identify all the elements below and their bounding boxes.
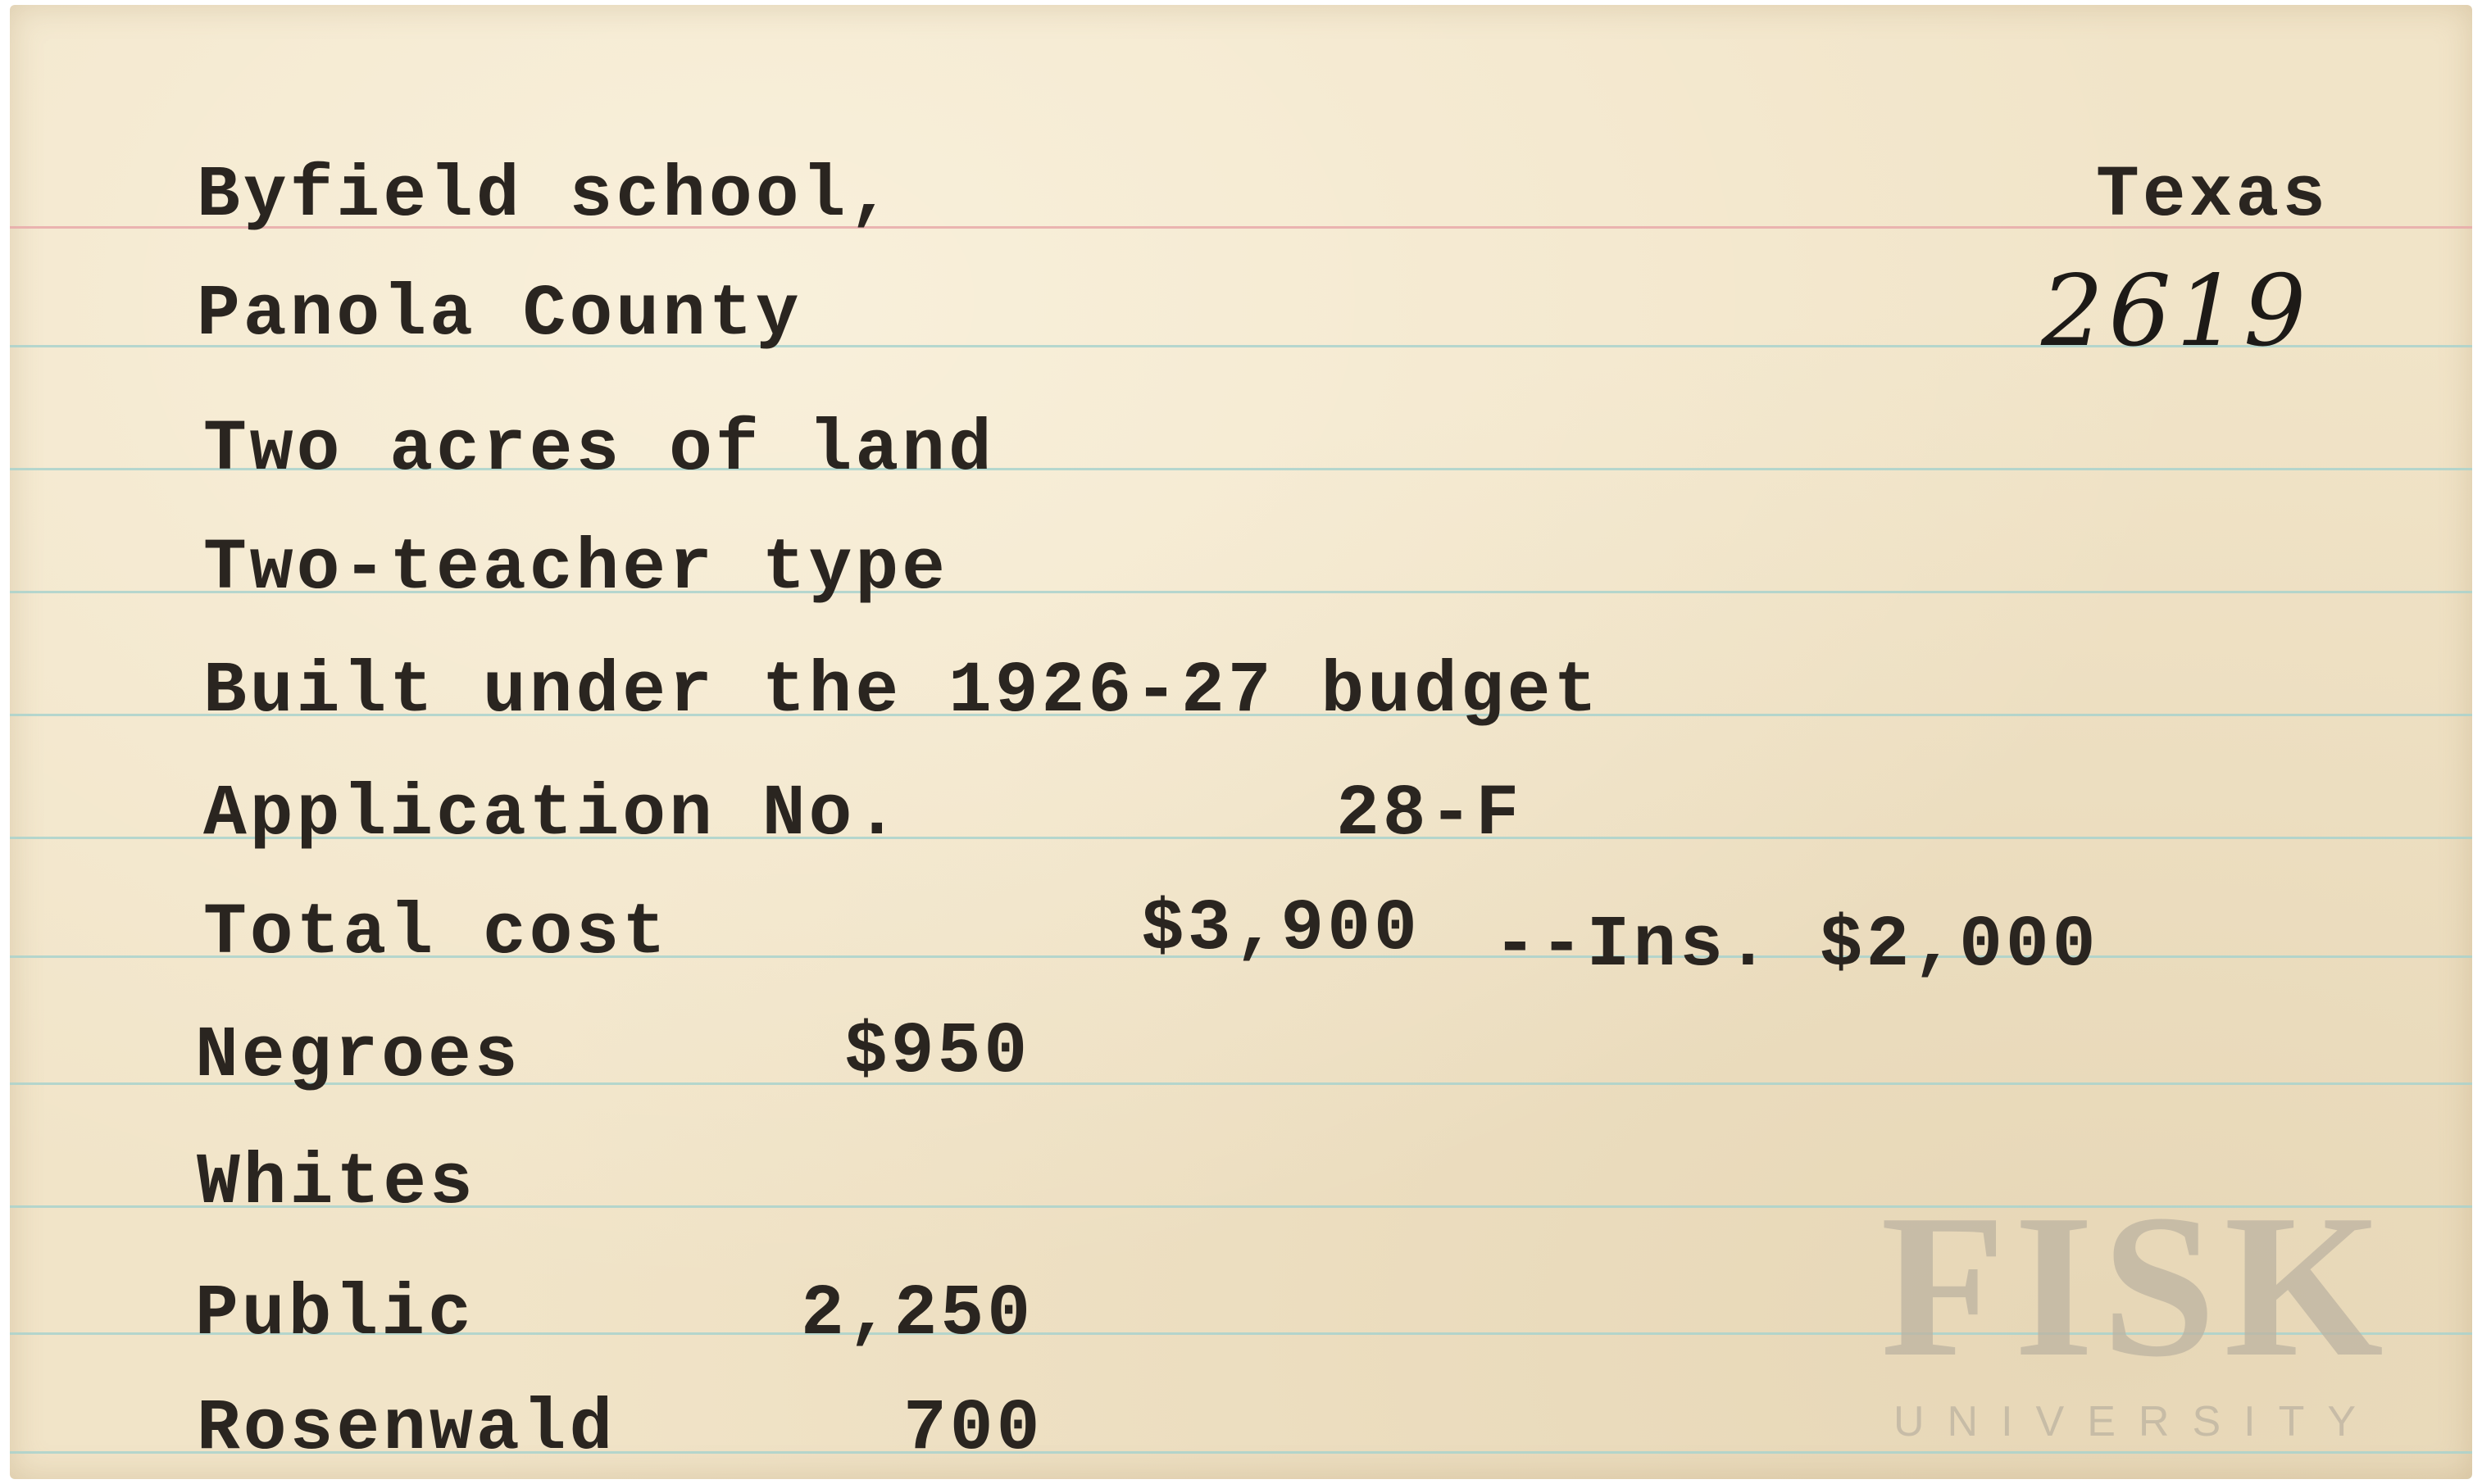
watermark-word: FISK (1880, 1173, 2392, 1400)
rosenwald-value: 700 (903, 1389, 1043, 1470)
state-name: Texas (2096, 156, 2330, 237)
type-line: Two-teacher type (203, 529, 948, 610)
handwritten-number: 2619 (2041, 255, 2312, 369)
application-label: Application No. (203, 774, 902, 855)
insurance-value: --Ins. $2,000 (1493, 905, 2099, 987)
application-number: 28-F (1336, 774, 1523, 855)
school-name: Byfield school, (197, 156, 896, 237)
land-line: Two acres of land (203, 410, 995, 491)
rosenwald-label: Rosenwald (197, 1389, 616, 1470)
negroes-label: Negroes (195, 1016, 521, 1097)
watermark-subtitle: UNIVERSITY (1893, 1398, 2380, 1445)
public-label: Public (195, 1274, 475, 1355)
total-cost-value: $3,900 (1141, 889, 1421, 970)
budget-line: Built under the 1926-27 budget (203, 651, 1601, 733)
fisk-university-watermark (1849, 1173, 2423, 1446)
whites-label: Whites (197, 1143, 476, 1224)
public-value: 2,250 (801, 1274, 1034, 1355)
total-cost-label: Total cost (203, 893, 670, 974)
negroes-value: $950 (844, 1012, 1031, 1093)
index-card (10, 5, 2472, 1479)
county-name: Panola County (197, 275, 802, 356)
